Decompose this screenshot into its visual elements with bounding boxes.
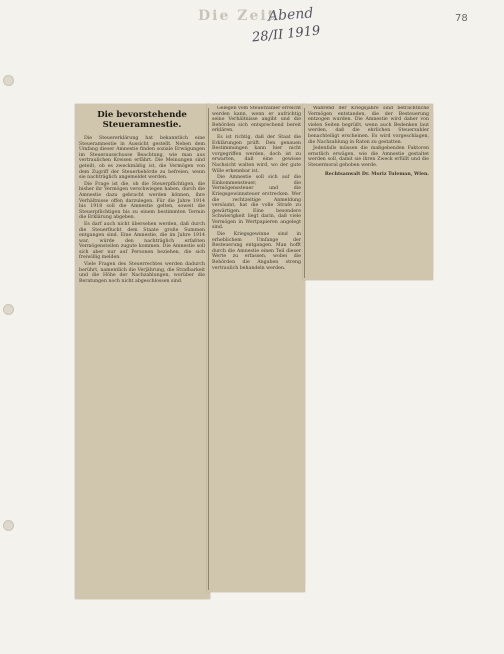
article-column-2: [209, 106, 304, 590]
paragraph: Gelegen vom Steuerzahler erreicht werden kann, wenn er aufrichtig seine Verhältnisse angibt und die Behörden sich entsprechend bereit erklären.: [212, 106, 301, 134]
punch-hole: [3, 75, 14, 86]
article-headline: Die bevorstehende Steueramnestie.: [97, 110, 187, 130]
masthead: Die Zeit: [198, 8, 277, 24]
article-column-1: [76, 106, 208, 596]
punch-hole: [3, 304, 14, 315]
handwritten-source: Abend: [267, 5, 314, 25]
paragraph: Viele Fragen des Steuerrechtes werden dadurch berührt, namentlich die Verjährung, die Strafbarkeit und die Höhe der Nachzahlungen, worüber die Beratungen noch nicht abgeschlossen sind.: [79, 262, 205, 284]
paragraph: Die Steuererklärung hat bekanntlich eine Steueramnestie in Aussicht gestellt. Neben dem Umfang dieser Amnestie finden soziale Erwägungen im Steuerausschusse Beachtung, wie man aus vertraulichen Kreisen erfährt. Die Meinungen sind geteilt, ob es zweckmäßig ist, die Vermögen von dem Zugriff der Steuerbehörde zu befreien, wenn sie nachträglich angemeldet werden.: [79, 136, 205, 181]
author-signature: Rechtsanwalt Dr. Moriz Tuleman, Wien.: [324, 171, 429, 177]
paragraph: Die Amnestie soll sich auf die Einkommensteuer, die Vermögenssteuer und die Kriegsgewinnsteuer erstrecken. Wer die rechtzeitige Anmeldung versäumt, hat die volle Strafe zu gewärtigen. Eine besondere Schwierigkeit liegt darin, daß viele Vermögen in Wertpapieren angelegt sind.: [212, 175, 301, 231]
punch-hole: [3, 520, 14, 531]
article-column-3: [305, 106, 432, 278]
paragraph: Es ist richtig, daß der Staat die Erklärungen prüft. Den genauen Bestimmungen kann hier nicht vorgegriffen werden, doch ist zu erwarten, daß eine gewisse Nachsicht walten wird, wo der gute Wille erkennbar ist.: [212, 134, 301, 174]
handwritten-date: 28/II 1919: [251, 23, 322, 46]
paragraph: Die Frage ist die, ob die Steuerpflichtigen, die bisher ihr Vermögen verschwiegen haben, durch die Amnestie dazu gebracht werden können, ihre Verhältnisse offen darzulegen. Für die Jahre 1914 bis 1918 soll die Amnestie gelten, soweit die Steuerpflichtigen bis zu einem bestimmten Termin die Erklärung abgeben.: [79, 181, 205, 221]
paragraph: Es darf auch nicht übersehen werden, daß durch die Steuerflucht dem Staate große Summen entgangen sind. Eine Amnestie, die im Jahre 1914 war, würde den nachträglich erfaßten Vermögensteilen zugute kommen. Die Amnestie soll sich aber nur auf Personen beziehen, die sich freiwillig melden.: [79, 221, 205, 261]
handwritten-page-number: 78: [455, 13, 468, 24]
paragraph: Jedenfalls müssen die maßgebenden Faktoren ernstlich erwägen, wie die Amnestie gestaltet werden soll, damit sie ihren Zweck erfüllt und die Steuermoral gehoben werde.: [308, 146, 429, 168]
paragraph: Die Kriegsgewinne sind in erheblichem Umfange der Besteuerung entgangen. Man hofft durch die Amnestie einen Teil dieser Werte zu erfassen, wobei die Behörden die Angaben streng vertraulich behandeln werden.: [212, 232, 301, 271]
paragraph: Während der Kriegsjahre sind beträchtliche Vermögen entstanden, die der Besteuerung entzogen wurden. Die Amnestie wird daher von vielen Seiten begrüßt, wenn auch Bedenken laut werden, daß die ehrlichen Steuerzahler benachteiligt erscheinen. Es wird vorgeschlagen, die Nachzahlung in Raten zu gestatten.: [308, 106, 429, 145]
